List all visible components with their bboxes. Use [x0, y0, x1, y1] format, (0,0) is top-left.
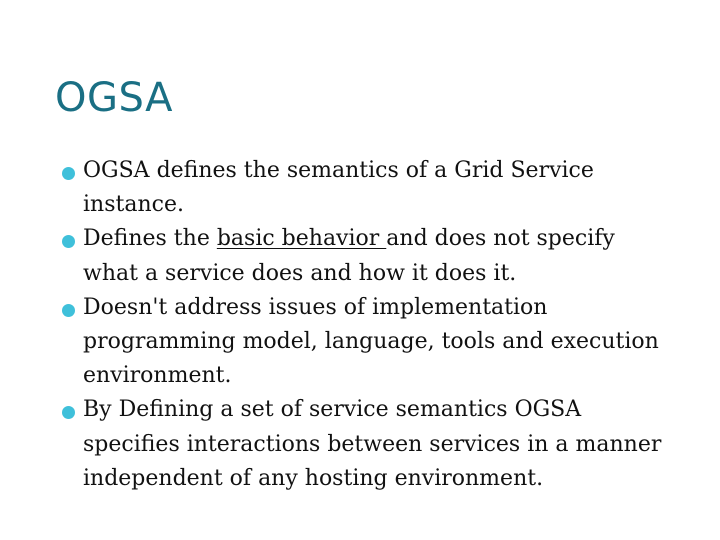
bullet-text-end: and does not specify what a service does and how it does it.	[83, 226, 615, 286]
bullet-text: By Defining a set of service semantics OGSA specifies interactions between services in a manner independent of any hosting environment.	[83, 397, 662, 491]
bullet-dot-icon	[62, 167, 75, 180]
bullet-list	[62, 154, 672, 496]
bullet-dot-icon	[62, 304, 75, 317]
bullet-dot-icon	[62, 235, 75, 248]
bullet-text-start: Defines the	[83, 226, 217, 252]
bullet-item	[62, 154, 672, 222]
slide-title: OGSA	[55, 75, 173, 121]
bullet-item	[62, 291, 672, 394]
underlined-phrase: basic behavior	[216, 226, 387, 252]
bullet-item	[62, 222, 672, 290]
bullet-dot-icon	[62, 406, 75, 419]
bullet-text: OGSA defines the semantics of a Grid Service instance.	[83, 158, 594, 218]
bullet-text: Doesn't address issues of implementation programming model, language, tools and execution environment.	[83, 294, 659, 389]
bullet-item	[62, 393, 672, 496]
